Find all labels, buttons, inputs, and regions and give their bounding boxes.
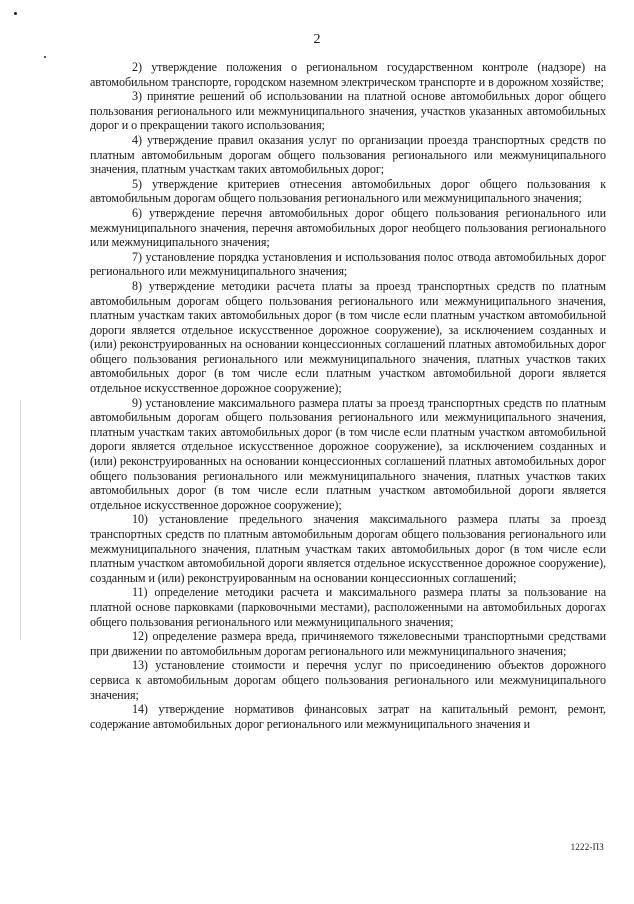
paragraph-item-3: 3) принятие решений об использовании на платной основе автомобильных дорог общего пользования регионального или межмуниципального значения, участков указанных автомобильных дорог и о прекращении такого использования; (90, 89, 606, 133)
paragraph-item-8: 8) утверждение методики расчета платы за проезд транспортных средств по платным автомобильным дорогам общего пользования регионального или межмуниципального значения, платным участкам таких автомобильных дорог (в том числе если платным участком автомобильной дороги является отдельное искусственное дорожное сооружение), за исключением созданных и (или) реконструированных на основании концессионных соглашений платных автомобильных дорог общего пользования регионального или межмуниципального значения, платных участков таких автомобильных дорог (в том числе если платным участком автомобильной дороги является отдельное искусственное дорожное сооружение); (90, 278, 606, 396)
paragraph-item-2: 2) утверждение положения о региональном государственном контроле (надзоре) на автомобильном транспорте, городском наземном электрическом транспорте и в дорожном хозяйстве; (90, 60, 606, 89)
paragraph-item-12: 12) определение размера вреда, причиняемого тяжеловесными транспортными средствами при движении по автомобильным дорогам регионального или межмуниципального значения; (90, 629, 606, 658)
document-code: 1222-ПЗ (570, 842, 604, 852)
paragraph-item-4: 4) утверждение правил оказания услуг по организации проезда транспортных средств по платным автомобильным дорогам общего пользования регионального или межмуниципального значения, платным участкам таких автомобильных дорог; (90, 132, 606, 177)
scan-speck (14, 12, 17, 15)
page-number: 2 (313, 32, 321, 47)
paragraph-item-14: 14) утверждение нормативов финансовых затрат на капитальный ремонт, ремонт, содержание автомобильных дорог регионального или межмуниципального значения и (90, 702, 606, 731)
paragraph-item-10: 10) установление предельного значения максимального размера платы за проезд транспортных средств по платным автомобильным дорогам общего пользования регионального или межмуниципального значения, платным участкам таких автомобильных дорог (в том числе если платным участком автомобильной дороги является отдельное искусственное дорожное сооружение), созданным и (или) реконструированным на основании концессионных соглашений; (90, 512, 606, 585)
paragraph-item-5: 5) утверждение критериев отнесения автомобильных дорог общего пользования к автомобильным дорогам общего пользования регионального или межмуниципального значения; (90, 176, 606, 206)
paragraph-item-13: 13) установление стоимости и перечня услуг по присоединению объектов дорожного сервиса к автомобильным дорогам общего пользования регионального или межмуниципального значения; (90, 658, 606, 702)
scan-speck (44, 56, 46, 58)
paragraph-item-11: 11) определение методики расчета и максимального размера платы за пользование на платной основе парковками (парковочными местами), расположенными на автомобильных дорогах общего пользования регионального или межмуниципального значения; (90, 585, 606, 629)
paragraph-item-9: 9) установление максимального размера платы за проезд транспортных средств по платным автомобильным дорогам общего пользования регионального или межмуниципального значения, платным участкам таких автомобильных дорог (в том числе если платным участком автомобильной дороги является отдельное искусственное дорожное сооружение), за исключением созданных и (или) реконструированных на основании концессионных соглашений платных автомобильных дорог общего пользования регионального или межмуниципального значения, платных участков таких автомобильных дорог (в том числе если платным участком автомобильной дороги является отдельное искусственное дорожное сооружение); (90, 395, 606, 512)
scan-edge-mark (20, 400, 21, 640)
paragraph-item-6: 6) утверждение перечня автомобильных дорог общего пользования регионального или межмуниципального значения, перечня автомобильных дорог необщего пользования регионального или межмуниципального значения; (90, 205, 606, 250)
paragraph-item-7: 7) установление порядка установления и использования полос отвода автомобильных дорог регионального или межмуниципального значения; (90, 249, 606, 279)
document-body (90, 60, 606, 731)
